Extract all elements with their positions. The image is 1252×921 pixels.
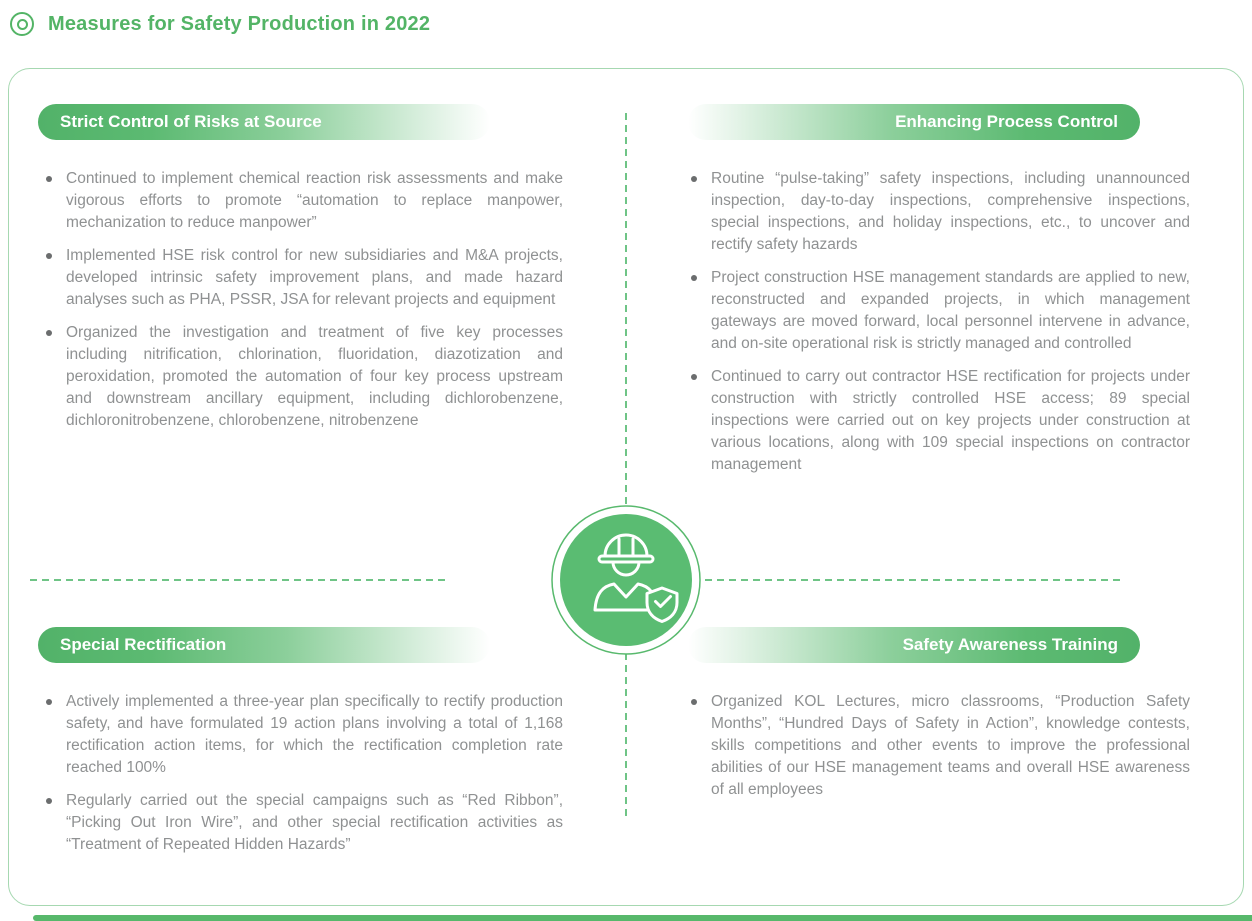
section-header-strict-control: Strict Control of Risks at Source — [38, 104, 490, 140]
horizontal-dashed-divider-right — [705, 579, 1123, 581]
list-item: Continued to implement chemical reaction risk assessments and make vigorous efforts to promote “automation to replace manpower, mechanization to reduce manpower” — [43, 168, 563, 234]
list-item: Organized the investigation and treatment of five key processes including nitrification, chlorination, fluoridation, diazotization and peroxidation, promoted the automation of four key process upstream and downstream ancillary equipment, including dichlorobenzene, dichloronitrobenzene, chlorobenzene, nitrobenzene — [43, 322, 563, 432]
bullet-list-enhancing-process-control — [688, 168, 1190, 487]
horizontal-dashed-divider-left — [30, 579, 445, 581]
worker-hardhat-shield-icon — [550, 504, 702, 656]
page-title: Measures for Safety Production in 2022 — [48, 12, 431, 35]
ring-bullet-icon — [10, 12, 34, 36]
list-item: Organized KOL Lectures, micro classrooms, “Production Safety Months”, “Hundred Days of Safety in Action”, knowledge contests, skills competitions and other events to improve the professional abilities of our HSE management teams and overall HSE awareness of all employees — [688, 691, 1190, 801]
bullet-list-special-rectification — [43, 691, 563, 867]
vertical-dashed-divider — [625, 113, 627, 818]
section-header-special-rectification: Special Rectification — [38, 627, 490, 663]
page-title-row — [10, 12, 430, 36]
list-item: Continued to carry out contractor HSE rectification for projects under construction with strictly controlled HSE access; 89 special inspections were carried out on key projects under construction at various locations, along with 109 special inspections on contractor management — [688, 366, 1190, 476]
footer-accent-bar — [33, 915, 1252, 921]
bullet-list-safety-awareness-training — [688, 691, 1190, 812]
list-item: Actively implemented a three-year plan specifically to rectify production safety, and have formulated 19 action plans involving a total of 1,168 rectification action items, for which the rectification completion rate reached 100% — [43, 691, 563, 779]
bullet-list-strict-control — [43, 168, 563, 443]
section-header-enhancing-process-control: Enhancing Process Control — [688, 104, 1140, 140]
list-item: Regularly carried out the special campaigns such as “Red Ribbon”, “Picking Out Iron Wire”, and other special rectification activities as “Treatment of Repeated Hidden Hazards” — [43, 790, 563, 856]
list-item: Implemented HSE risk control for new subsidiaries and M&A projects, developed intrinsic safety improvement plans, and made hazard analyses such as PHA, PSSR, JSA for relevant projects and equipment — [43, 245, 563, 311]
list-item: Project construction HSE management standards are applied to new, reconstructed and expanded projects, in which management gateways are moved forward, local personnel intervene in advance, and on-site operational risk is strictly managed and controlled — [688, 267, 1190, 355]
section-header-safety-awareness-training: Safety Awareness Training — [688, 627, 1140, 663]
list-item: Routine “pulse-taking” safety inspections, including unannounced inspection, day-to-day inspections, comprehensive inspections, special inspections, and holiday inspections, etc., to uncover and rectify safety hazards — [688, 168, 1190, 256]
